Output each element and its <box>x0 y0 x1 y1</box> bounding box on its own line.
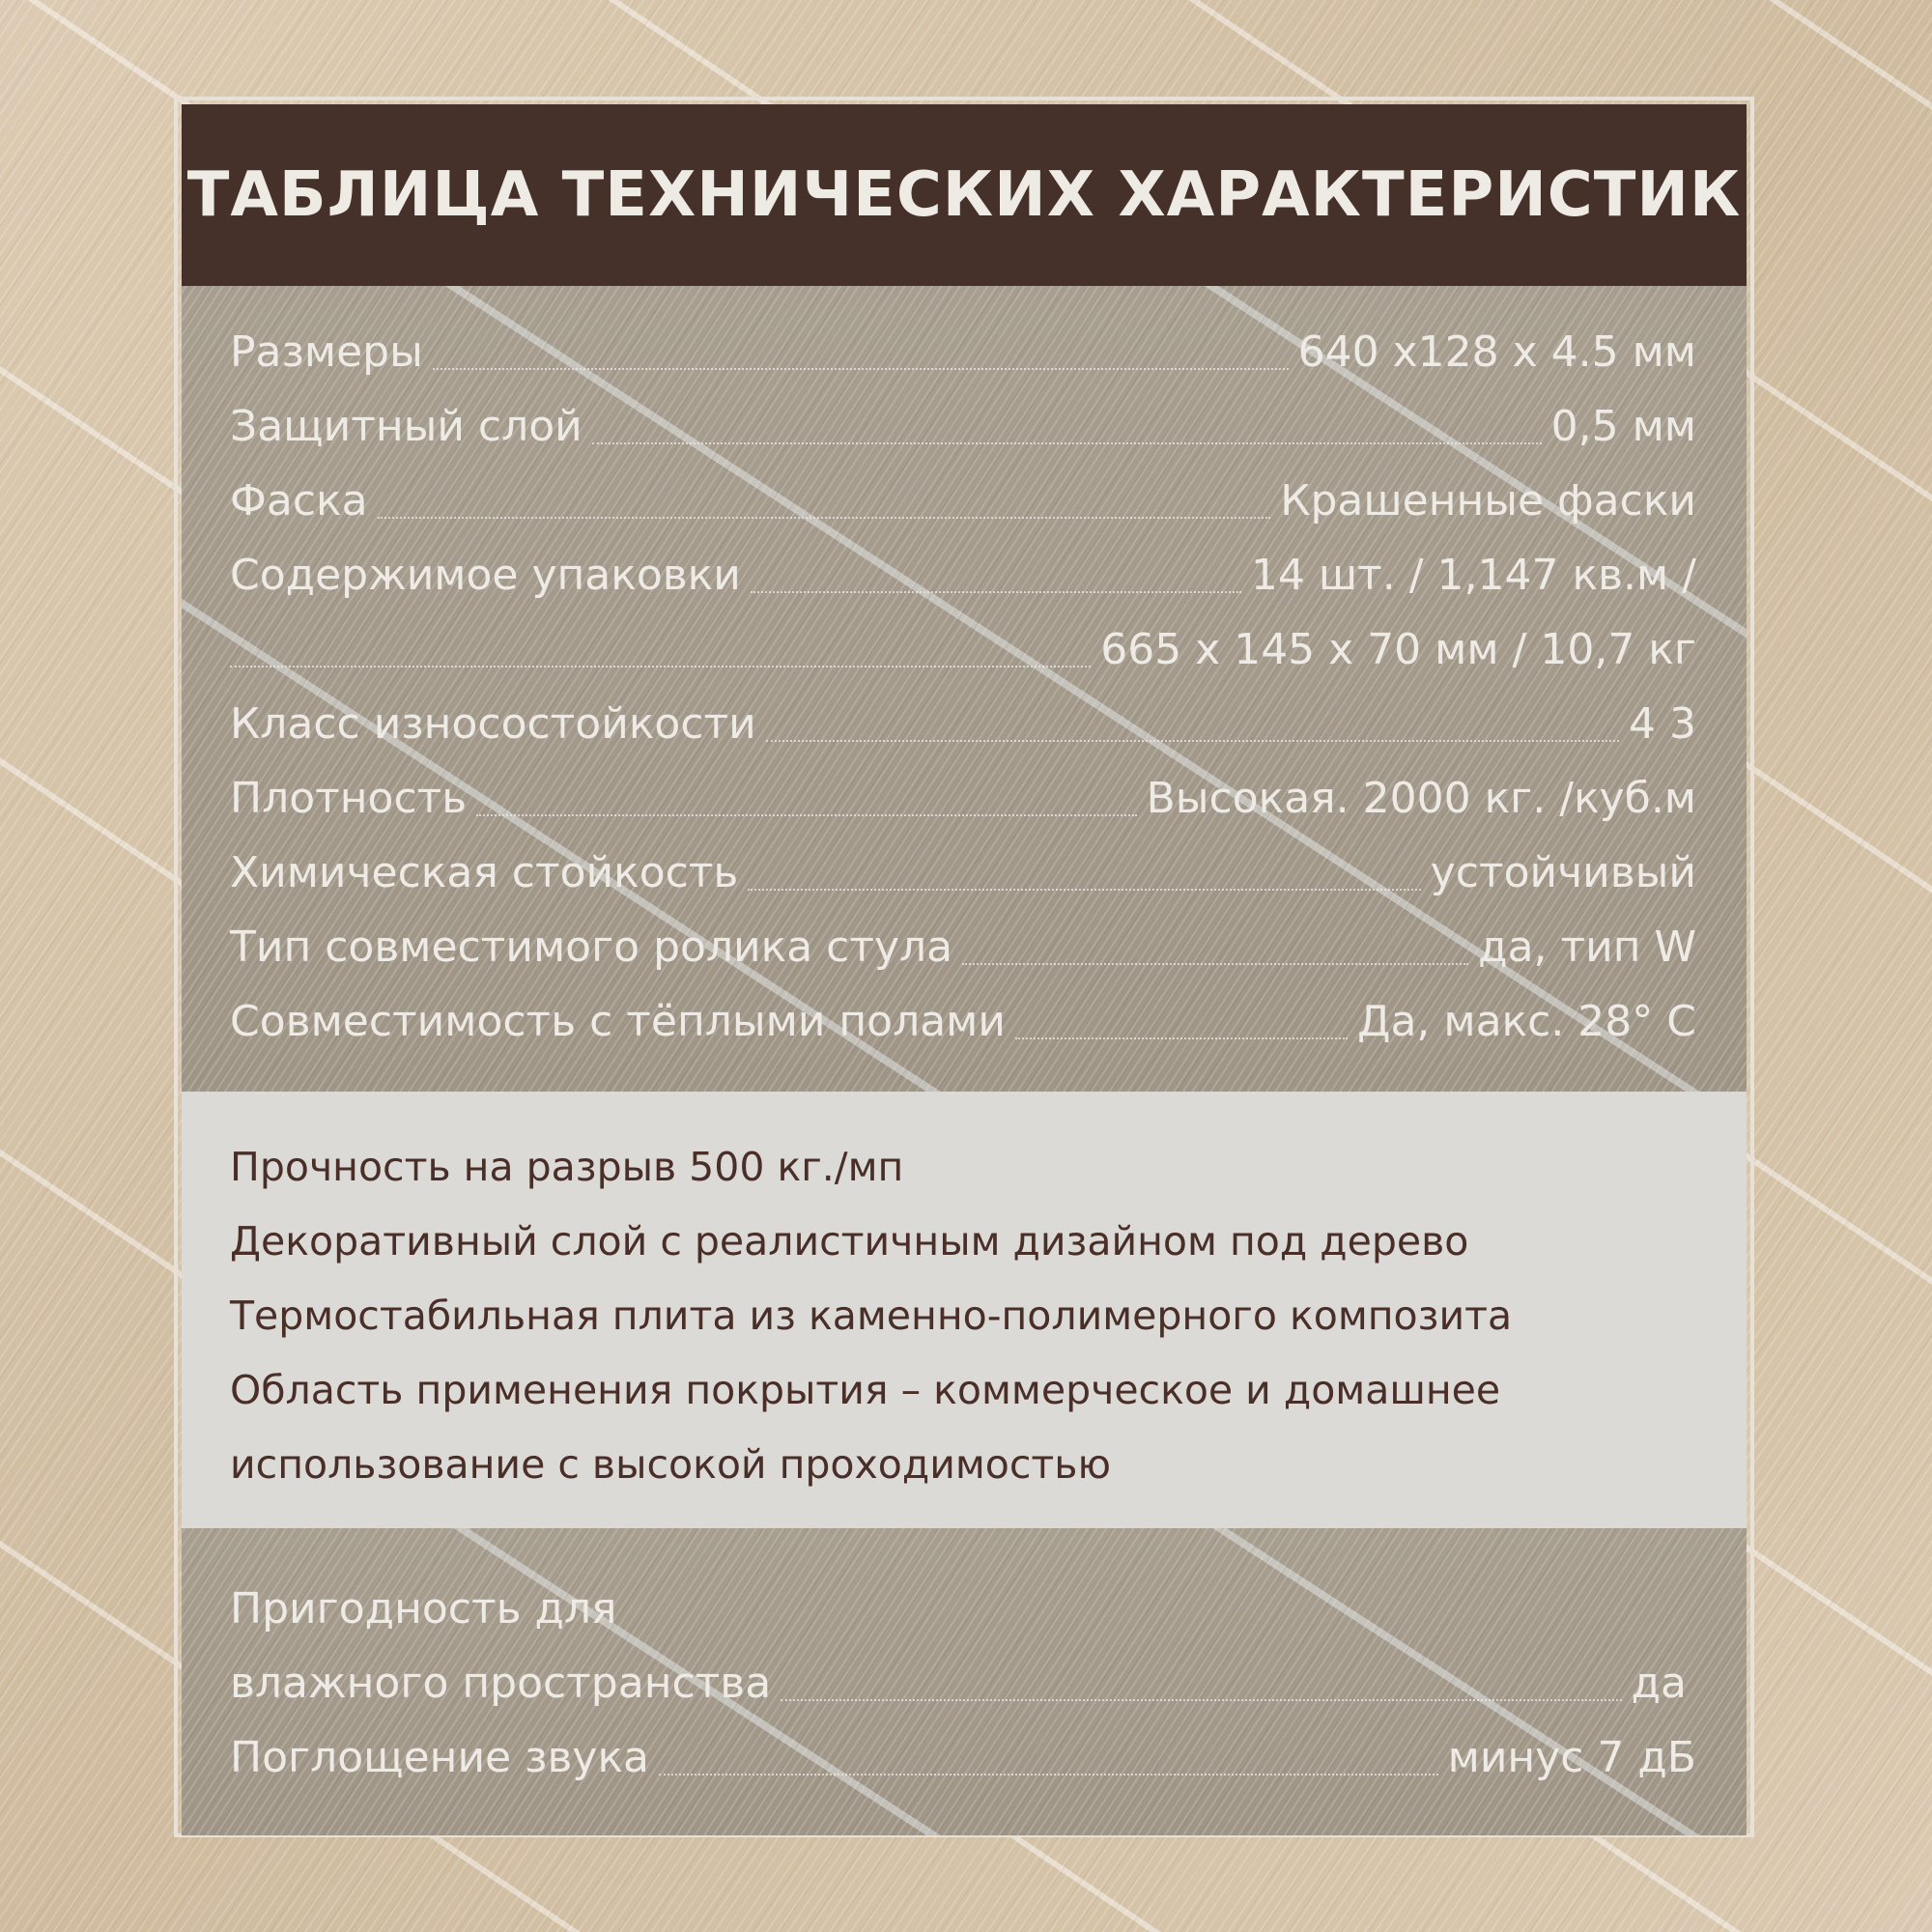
dotted-leader <box>1015 1037 1348 1039</box>
spec-row-density <box>230 761 1696 836</box>
feature-line: использование с высокой проходимостью <box>230 1441 1111 1488</box>
page-title: ТАБЛИЦА ТЕХНИЧЕСКИХ ХАРАКТЕРИСТИК <box>186 159 1742 231</box>
feature-line: Декоративный слой с реалистичным дизайном под дерево <box>230 1218 1469 1264</box>
spec-value: 0,5 мм <box>1550 402 1696 451</box>
spec-value: Высокая. 2000 кг. /куб.м <box>1146 774 1696 823</box>
spec-label: Поглощение звука <box>230 1733 650 1782</box>
spec-row-wear-class <box>230 687 1696 761</box>
dotted-leader <box>781 1699 1621 1701</box>
spec-row-wear-layer <box>230 389 1696 464</box>
spec-row-chair-caster <box>230 910 1696 984</box>
specs-panel <box>182 286 1747 1092</box>
bottom-spec-list <box>230 1572 1696 1795</box>
spec-row-dimensions <box>230 315 1696 389</box>
spec-value: минус 7 дБ <box>1447 1733 1696 1782</box>
dotted-leader <box>378 517 1271 519</box>
spec-label: Размеры <box>230 327 423 377</box>
spec-row-floor-heating <box>230 984 1696 1059</box>
dotted-leader <box>592 442 1542 444</box>
spec-value: Да, макс. 28° C <box>1357 997 1696 1046</box>
dotted-leader <box>433 368 1289 370</box>
header-bar <box>182 104 1747 286</box>
dotted-leader <box>962 963 1468 965</box>
spec-label: Фаска <box>230 476 368 526</box>
spec-row-moisture <box>230 1646 1696 1720</box>
spec-label: Тип совместимого ролика стула <box>230 923 953 972</box>
spec-label: Содержимое упаковки <box>230 551 741 600</box>
feature-line: Прочность на разрыв 500 кг./мп <box>230 1144 904 1190</box>
spec-label: Плотность <box>230 774 468 823</box>
spec-label: Химическая стойкость <box>230 848 739 897</box>
spec-row-package <box>230 538 1696 612</box>
dotted-leader <box>766 740 1619 742</box>
spec-value: 4 3 <box>1629 699 1696 749</box>
spec-card <box>174 97 1754 1837</box>
moisture-label-line1: Пригодность для <box>230 1584 617 1634</box>
spec-label: Совместимость с тёплыми полами <box>230 997 1006 1046</box>
dotted-leader <box>230 666 1091 668</box>
spec-row-sound <box>230 1720 1696 1795</box>
spec-row-bevel <box>230 464 1696 538</box>
bottom-specs-panel <box>182 1528 1747 1835</box>
spec-value: 14 шт. / 1,147 кв.м / <box>1250 551 1696 600</box>
spec-row-chemical <box>230 836 1696 910</box>
feature-line: Термостабильная плита из каменно-полимерного композита <box>230 1293 1513 1339</box>
dotted-leader <box>476 814 1136 816</box>
dotted-leader <box>659 1774 1438 1776</box>
dotted-leader <box>751 591 1241 593</box>
features-panel <box>182 1092 1747 1528</box>
spec-label: Класс износостойкости <box>230 699 756 749</box>
feature-list <box>230 1130 1708 1502</box>
spec-label: Защитный слой <box>230 402 582 451</box>
dotted-leader <box>748 889 1420 891</box>
spec-value: да, тип W <box>1478 923 1696 972</box>
feature-line: Область применения покрытия – коммерческое и домашнее <box>230 1367 1501 1413</box>
spec-label: влажного пространства <box>230 1659 772 1708</box>
spec-value: устойчивый <box>1430 848 1696 897</box>
spec-value: Крашенные фаски <box>1280 476 1696 526</box>
spec-value: 640 x128 x 4.5 мм <box>1297 327 1696 377</box>
spec-value: 665 x 145 x 70 мм / 10,7 кг <box>1100 625 1696 674</box>
spec-value: да <box>1631 1659 1687 1708</box>
spec-row-package-continued <box>230 612 1696 687</box>
spec-list <box>230 315 1696 1059</box>
